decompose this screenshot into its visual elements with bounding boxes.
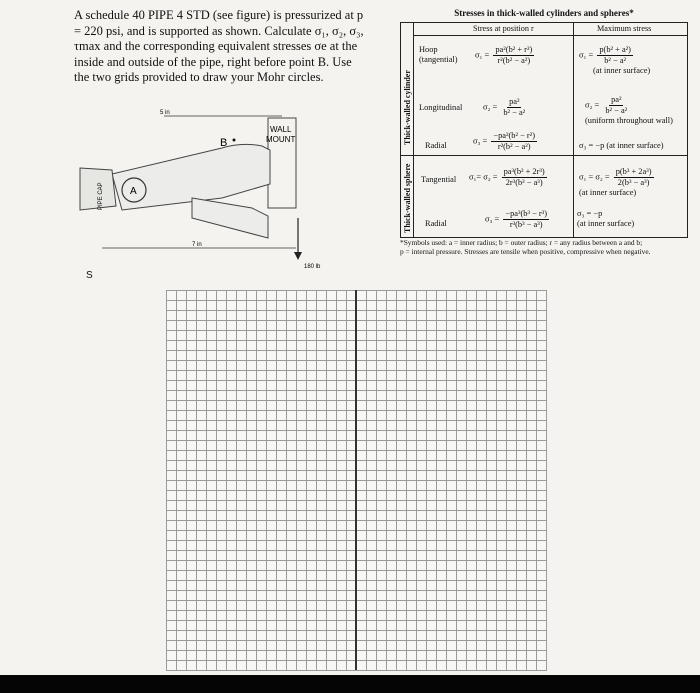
table-footnote: *Symbols used: a = inner radius; b = outer radius; r = any radius between a and b; p = internal pressure. Stresses are tensile when positive, compressive when negative. — [400, 238, 651, 256]
dim-top-label: 5 in — [160, 110, 170, 116]
tang-sph-formula: σ₁= σ₂ = $\frac{\text{pa³(b³ + 2r³)}}{\text{2r³(b³ − a³)}}$ — [469, 167, 545, 187]
radial-cyl-max: σ₃ = −p (at inner surface) — [579, 141, 664, 150]
problem-line: A schedule 40 PIPE 4 STD (see figure) is pressurized at p — [74, 8, 364, 22]
radial-sph-formula: σ₃ = $\frac{\text{−pa³(b³ − r³)}}{\text{r³(b³ − a³)}}$ — [485, 209, 547, 229]
hoop-max: σ₁ = $\frac{\text{p(b² + a²)}}{\text{b² − a²}}$ (at inner surface) — [579, 45, 651, 75]
problem-line: = 220 psi, and is supported as shown. Calculate σ₁, σ₂, σ₃, — [74, 23, 364, 38]
radial-cyl-label: Radial — [425, 141, 447, 150]
radial-sph-max: σ₃ = −p (at inner surface) — [577, 209, 635, 228]
grid-center-divider — [166, 290, 546, 670]
side-cylinder: Thick-walled cylinder — [403, 70, 412, 145]
header-divider — [413, 35, 687, 36]
wall-label-1: WALL — [270, 125, 292, 134]
column-divider — [573, 23, 574, 237]
table-box — [400, 22, 688, 238]
section-divider — [401, 155, 687, 156]
pipe-cap-label: PIPE CAP — [98, 182, 104, 210]
point-b-label: B — [220, 137, 228, 149]
long-label: Longitudinal — [419, 103, 463, 112]
pipe-lower-arm — [192, 198, 268, 238]
col-stress-header: Stress at position r — [473, 24, 534, 33]
pipe-body — [112, 144, 270, 210]
table-caption: Stresses in thick-walled cylinders and spheres* — [454, 8, 634, 18]
problem-line: inside and outside of the pipe, right before point B. Use — [74, 54, 352, 69]
mohr-circle-grid[interactable] — [166, 290, 547, 671]
load-label: 180 lb — [304, 264, 321, 270]
problem-line: the two grids provided to draw your Mohr circles. — [74, 70, 324, 84]
tang-sph-label: Tangential — [421, 175, 457, 184]
side-divider — [413, 23, 414, 237]
wall-label-2: MOUNT — [266, 135, 296, 144]
radial-cyl-formula: σ₃ = $\frac{\text{−pa²(b² − r²)}}{\text{r²(b² − a²)}}$ — [473, 131, 535, 151]
side-sphere: Thick-walled sphere — [403, 163, 412, 233]
problem-line: τmax and the corresponding equivalent stresses σe at the — [74, 39, 358, 53]
pipe-figure — [72, 98, 372, 273]
hoop-label: Hoop (tangential) — [419, 45, 458, 64]
s-mark: S — [86, 270, 93, 281]
load-arrow-head — [294, 252, 302, 260]
long-max: σ₂ = $\frac{\text{pa²}}{\text{b² − a²}}$ (uniform throughout wall) — [585, 95, 673, 125]
point-b-dot — [233, 139, 236, 142]
problem-statement — [74, 8, 374, 86]
col-max-header: Maximum stress — [597, 24, 652, 33]
hoop-formula: σ₁ = $\frac{\text{pa²(b² + r²)}}{\text{r²(b² − a²)}}$ — [475, 45, 533, 65]
stress-table — [400, 8, 688, 262]
point-a-label: A — [130, 186, 137, 197]
pipe-drawing — [72, 98, 372, 273]
tang-sph-max: σ₁ = σ₂ = $\frac{\text{p(b³ + 2a³)}}{\text{2(b³ − a³)}}$ (at inner surface) — [579, 167, 652, 197]
dim-bottom-label: 7 in — [192, 242, 202, 248]
long-formula: σ₂ = $\frac{\text{pa²}}{\text{b² − a²}}$ — [483, 97, 526, 117]
bottom-bar — [0, 675, 700, 693]
radial-sph-label: Radial — [425, 219, 447, 228]
